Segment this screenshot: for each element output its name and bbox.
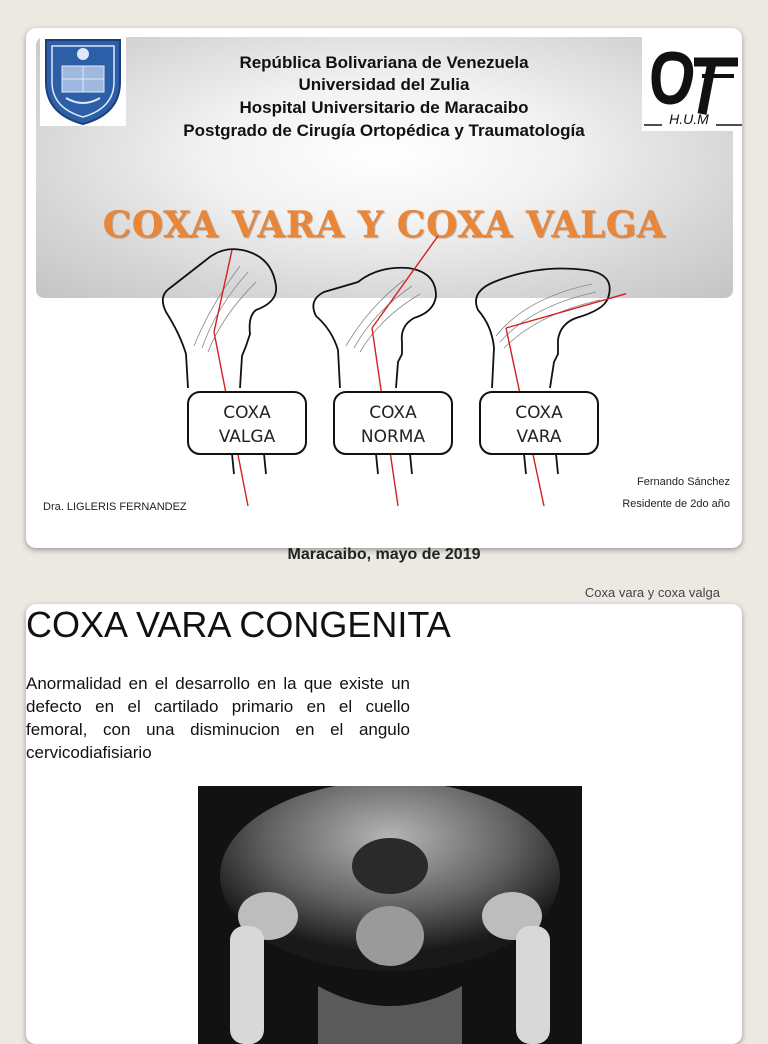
logo-text: H.U.M <box>669 111 709 127</box>
content-slide[interactable] <box>26 604 742 1044</box>
label-vara-line1: COXA <box>515 403 563 423</box>
date-caption: Maracaibo, mayo de 2019 <box>287 546 481 563</box>
label-norma-line1: COXA <box>369 403 417 423</box>
author-name: Fernando Sánchez <box>637 476 730 488</box>
header-line-2: Universidad del Zulia <box>298 75 470 94</box>
slide2-title: COXA VARA CONGENITA <box>26 604 451 645</box>
femur-diagram <box>146 236 626 506</box>
header-line-3: Hospital Universitario de Maracaibo <box>239 98 529 117</box>
deck-title: Coxa vara y coxa valga <box>584 585 720 600</box>
label-valga-line1: COXA <box>223 403 271 423</box>
slide-title: COXA VARA Y COXA VALGA <box>102 204 666 246</box>
title-slide[interactable] <box>26 28 742 548</box>
label-norma-line2: NORMA <box>360 427 426 447</box>
label-vara-line2: VARA <box>516 427 562 447</box>
xray-image <box>198 786 582 1044</box>
header-line-4: Postgrado de Cirugía Ortopédica y Traumatología <box>183 121 585 140</box>
tutor-name: Dra. LIGLERIS FERNANDEZ <box>43 501 187 513</box>
slide2-body: Anormalidad en el desarrollo en la que existe un defecto en el cartilado primario en el cuello femoral, con una disminucion en el angulo cervicodiafisiario <box>26 674 410 762</box>
author-role: Residente de 2do año <box>622 498 730 510</box>
label-valga-line2: VALGA <box>218 427 276 447</box>
header-line-1: República Bolivariana de Venezuela <box>239 53 529 72</box>
